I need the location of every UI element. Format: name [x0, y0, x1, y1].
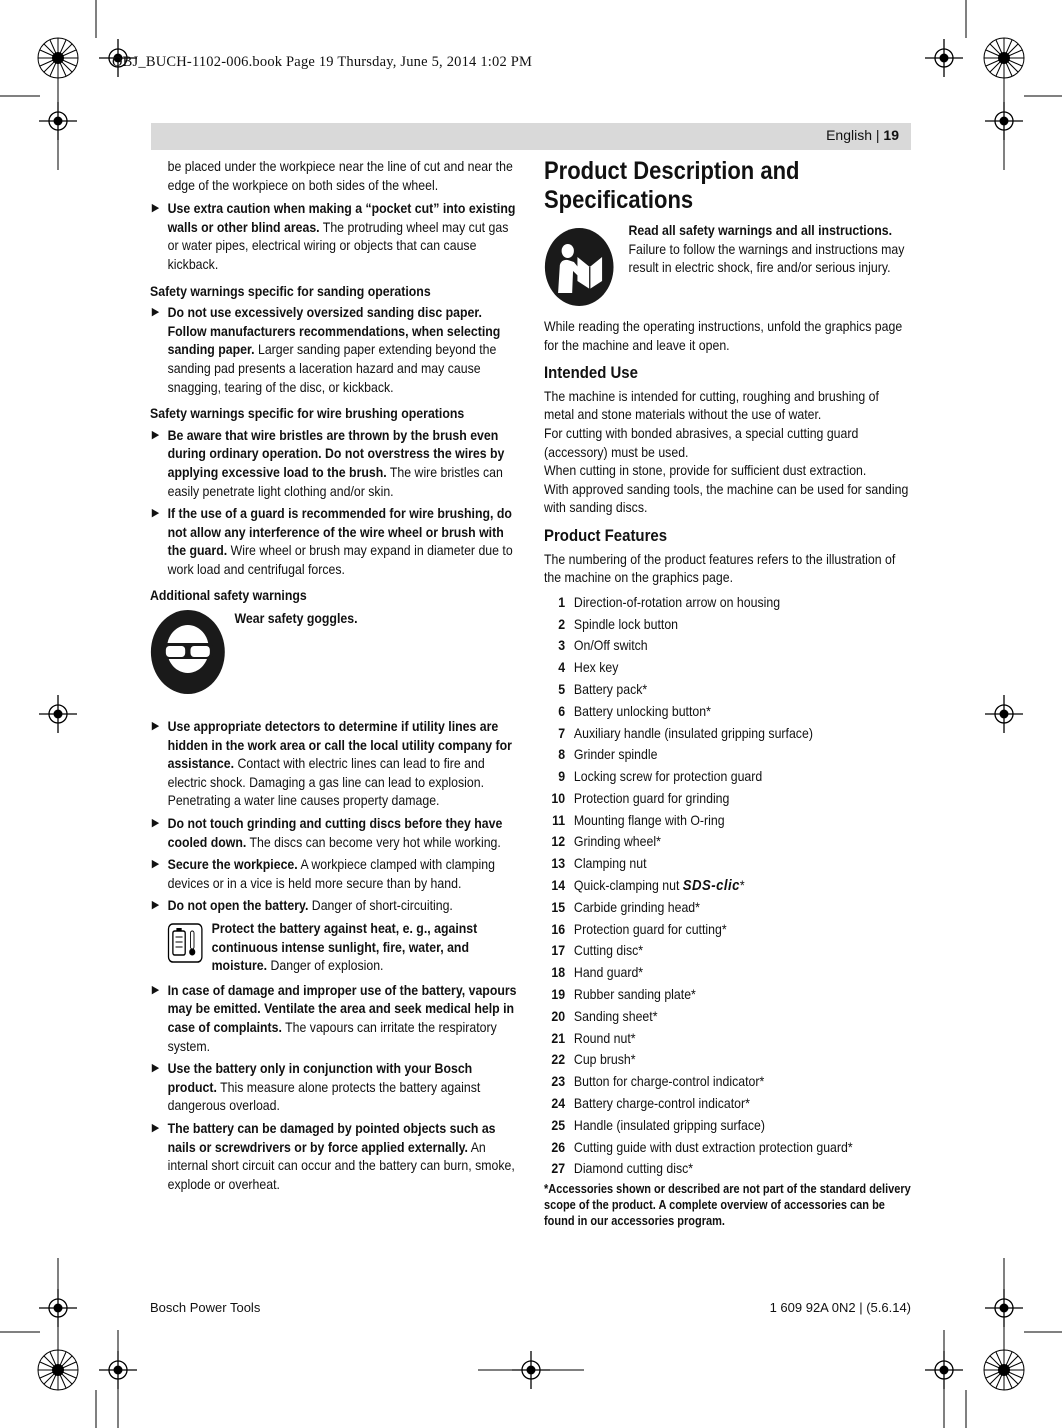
- warning-text: The protruding wheel may cut gas or water pipes, electrical wiring or objects that can cause kickback.: [167, 218, 509, 272]
- feature-label: Clamping nut: [573, 855, 647, 872]
- feature-label: Auxiliary handle (insulated gripping surface): [573, 724, 813, 741]
- feature-number: 22: [551, 1051, 566, 1068]
- features-intro: The numbering of the product features refers to the illustration of the machine on the graphics page.: [544, 550, 896, 586]
- warning-wire-2: [150, 504, 518, 578]
- read-manual-icon: [544, 227, 614, 307]
- feature-label: Quick-clamping nut: [573, 877, 680, 894]
- warning-text: Danger of explosion.: [267, 957, 384, 974]
- feature-number: 27: [551, 1160, 566, 1177]
- triangle-bullet-icon: ▶: [151, 507, 160, 520]
- list-item: [544, 1115, 911, 1137]
- triangle-bullet-icon: ▶: [151, 858, 160, 871]
- feature-label: Direction-of-rotation arrow on housing: [573, 593, 781, 610]
- intended-use-4: With approved sanding tools, the machine can be used for sanding with sanding discs.: [544, 480, 909, 516]
- battery-temperature-icon: [168, 923, 203, 963]
- warning-bold: In case of damage and improper use of the battery, vapours may be emitted. Ventilate the area and seek medical help in case of complaints.: [167, 981, 517, 1035]
- feature-label: Battery pack*: [573, 680, 648, 697]
- triangle-bullet-icon: ▶: [151, 817, 160, 830]
- warning-bold: The battery can be damaged by pointed objects such as nails or screwdrivers or by force applied externally.: [167, 1119, 496, 1155]
- sanding-heading: Safety warnings specific for sanding operations: [150, 282, 431, 299]
- page-header: [151, 123, 911, 150]
- feature-label: Cutting disc*: [573, 942, 644, 959]
- warning-bold: Use extra caution when making a “pocket cut” into existing walls or other blind areas.: [167, 200, 516, 235]
- triangle-bullet-icon: ▶: [151, 202, 160, 215]
- feature-suffix: *: [739, 877, 745, 894]
- warning-text: This measure alone protects the battery against dangerous overload.: [167, 1078, 481, 1114]
- warning-text: Wire wheel or brush may expand in diameter due to work load and centrifugal forces.: [167, 542, 513, 577]
- feature-number: 15: [551, 898, 566, 915]
- feature-label: Carbide grinding head*: [573, 898, 700, 915]
- warning-pocket-cut: [150, 199, 518, 273]
- feature-number: 3: [558, 637, 566, 654]
- feature-label: On/Off switch: [573, 637, 648, 654]
- list-item: [544, 919, 911, 941]
- page-number: 19: [883, 127, 899, 143]
- feature-number: 25: [551, 1116, 566, 1133]
- list-item: [544, 897, 911, 919]
- read-manual-text: [620, 221, 911, 277]
- triangle-bullet-icon: ▶: [151, 899, 160, 912]
- read-manual-row: [544, 221, 911, 307]
- warning-bold: Secure the workpiece.: [167, 856, 298, 873]
- warning-text: The wire bristles can easily penetrate light clothing and/or skin.: [167, 463, 503, 499]
- list-item: [544, 1137, 911, 1159]
- list-item: [544, 766, 911, 788]
- goggles-label: Wear safety goggles.: [234, 610, 358, 627]
- feature-label: Protection guard for grinding: [573, 789, 730, 806]
- warning-text: The vapours can irritate the respiratory system.: [167, 1018, 497, 1054]
- warning-sanding: [150, 303, 518, 396]
- feature-number: 19: [551, 986, 566, 1003]
- list-item: [544, 744, 911, 766]
- warning-detectors: [150, 717, 518, 810]
- feature-number: 12: [551, 833, 566, 850]
- triangle-bullet-icon: ▶: [151, 720, 160, 733]
- feature-number: 2: [558, 615, 566, 632]
- feature-label: Handle (insulated gripping surface): [573, 1116, 765, 1133]
- feature-label: Mounting flange with O-ring: [573, 811, 725, 828]
- feature-label: Cup brush*: [573, 1051, 636, 1068]
- right-column: [544, 157, 911, 1230]
- warning-wire-1: [150, 426, 518, 500]
- warning-bold: Do not touch grinding and cutting discs before they have cooled down.: [167, 815, 503, 850]
- warning-battery-bosch: [150, 1059, 518, 1115]
- warning-text: Danger of short-circuiting.: [308, 897, 453, 914]
- list-item: [544, 875, 911, 897]
- list-item: [544, 657, 911, 679]
- list-item: [544, 1158, 911, 1180]
- sds-clic-logo: SDS-clic: [682, 877, 740, 895]
- list-item: [544, 1006, 911, 1028]
- header-language: English: [826, 127, 872, 143]
- list-item: [544, 831, 911, 853]
- warning-bold: Do not open the battery.: [167, 897, 309, 914]
- feature-label: Grinder spindle: [573, 746, 658, 763]
- feature-number: 9: [558, 768, 566, 785]
- feature-label: Locking screw for protection guard: [573, 768, 763, 785]
- list-item: [544, 853, 911, 875]
- feature-number: 21: [551, 1029, 566, 1046]
- header-text: [826, 127, 899, 143]
- safety-goggles-icon: [150, 609, 226, 695]
- list-item: [544, 701, 911, 723]
- warning-text: Larger sanding paper extending beyond the sanding pad presents a laceration hazard and may cause snagging, tearing of the disc, or kickback.: [167, 341, 497, 395]
- feature-number: 26: [551, 1138, 566, 1155]
- intended-use-heading: Intended Use: [544, 363, 638, 383]
- feature-number: 18: [551, 964, 566, 981]
- warning-bold: Do not use excessively oversized sanding disc paper. Follow manufacturers recommendations, when selecting sanding paper.: [167, 304, 501, 358]
- additional-heading: Additional safety warnings: [150, 587, 307, 604]
- warning-battery-vapours: [150, 981, 518, 1055]
- feature-label: Rubber sanding plate*: [573, 986, 696, 1003]
- list-item: [544, 723, 911, 745]
- feature-label: Button for charge-control indicator*: [573, 1073, 765, 1090]
- battery-heat-text: [203, 919, 518, 975]
- unfold-text: While reading the operating instructions, unfold the graphics page for the machine and leave it open.: [544, 318, 903, 353]
- feature-label: Protection guard for cutting*: [573, 920, 727, 937]
- list-item: [544, 1071, 911, 1093]
- triangle-bullet-icon: ▶: [151, 1062, 160, 1075]
- warning-bold: Use appropriate detectors to determine if utility lines are hidden in the work area or call the local utility company for assistance.: [167, 718, 512, 772]
- accessories-note: *Accessories shown or described are not part of the standard delivery scope of the product. A complete overview of accessories can be found in our accessories program.: [544, 1182, 911, 1228]
- warning-bold: Be aware that wire bristles are thrown by the brush even during ordinary operation. Do not overstress the wires by applying excessive load to the brush.: [167, 426, 505, 480]
- warning-text: A workpiece clamped with clamping devices or in a vice is held more secure than by hand.: [167, 856, 495, 891]
- intended-use-2: For cutting with bonded abrasives, a special cutting guard (accessory) must be used.: [544, 424, 859, 460]
- file-info: OBJ_BUCH-1102-006.book Page 19 Thursday, June 5, 2014 1:02 PM: [112, 54, 533, 70]
- triangle-bullet-icon: ▶: [151, 1121, 160, 1134]
- warning-text: An internal short circuit can occur and the battery can burn, smoke, explode or overheat.: [167, 1138, 515, 1192]
- feature-label: Sanding sheet*: [573, 1007, 658, 1024]
- list-item: [544, 788, 911, 810]
- footer-right: 1 609 92A 0N2 | (5.6.14): [769, 1300, 911, 1315]
- feature-label: Diamond cutting disc*: [573, 1160, 694, 1177]
- feature-number: 24: [551, 1095, 566, 1112]
- feature-number: 13: [551, 855, 566, 872]
- feature-label: Hex key: [573, 659, 619, 676]
- list-item: [544, 679, 911, 701]
- feature-label: Hand guard*: [573, 964, 644, 981]
- feature-label: Grinding wheel*: [573, 833, 661, 850]
- list-item: [544, 1028, 911, 1050]
- warning-secure-workpiece: [150, 855, 518, 892]
- warning-bold: Read all safety warnings and all instructions.: [628, 222, 893, 238]
- wire-heading: Safety warnings specific for wire brushing operations: [150, 405, 465, 422]
- feature-label: Cutting guide with dust extraction protection guard*: [573, 1138, 853, 1155]
- list-item: [544, 635, 911, 657]
- left-column: [150, 157, 518, 1197]
- feature-label: Spindle lock button: [573, 615, 679, 632]
- feature-number: 20: [551, 1007, 566, 1024]
- triangle-bullet-icon: ▶: [151, 983, 160, 996]
- warning-bold: Use the battery only in conjunction with your Bosch product.: [167, 1060, 473, 1095]
- feature-label: Battery charge-control indicator*: [573, 1095, 750, 1112]
- feature-number: 11: [552, 811, 566, 828]
- feature-number: 16: [551, 920, 566, 937]
- intended-use-1: The machine is intended for cutting, roughing and brushing of metal and stone materials without the use of water.: [544, 387, 879, 423]
- list-item: [544, 614, 911, 636]
- warning-discs-hot: [150, 814, 518, 851]
- list-item: [544, 592, 911, 614]
- feature-number: 1: [558, 593, 566, 610]
- feature-number: 14: [551, 877, 566, 894]
- feature-number: 10: [551, 789, 566, 806]
- warning-bold: Protect the battery against heat, e. g., against continuous intense sunlight, fire, water, and moisture.: [211, 920, 478, 974]
- intended-use-3: When cutting in stone, provide for sufficient dust extraction.: [544, 462, 867, 479]
- list-item: [544, 1049, 911, 1071]
- features-list: [544, 592, 911, 1181]
- feature-label: Round nut*: [573, 1029, 636, 1046]
- intro-continuation: be placed under the workpiece near the line of cut and near the edge of the workpiece on both sides of the wheel.: [167, 158, 513, 193]
- feature-number: 6: [558, 702, 566, 719]
- feature-number: 7: [558, 724, 566, 741]
- warning-open-battery: [150, 896, 518, 915]
- warning-bold: If the use of a guard is recommended for wire brushing, do not allow any interference of the wire wheel or brush with the guard.: [167, 505, 512, 559]
- battery-heat-row: [150, 919, 518, 975]
- list-item: [544, 984, 911, 1006]
- feature-label: Battery unlocking button*: [573, 702, 711, 719]
- list-item: [544, 810, 911, 832]
- warning-text: Failure to follow the warnings and instructions may result in electric shock, fire and/or serious injury.: [628, 240, 905, 276]
- list-item: [544, 1093, 911, 1115]
- warning-text: The discs can become very hot while working.: [246, 833, 501, 850]
- list-item: [544, 962, 911, 984]
- feature-number: 5: [558, 680, 566, 697]
- goggles-row: [150, 609, 518, 695]
- warning-battery-pointed: [150, 1119, 518, 1193]
- section-title: Product Description and Specifications: [544, 157, 800, 214]
- list-item: [544, 940, 911, 962]
- feature-number: 8: [558, 746, 566, 763]
- features-heading: Product Features: [544, 525, 668, 545]
- footer-left: Bosch Power Tools: [150, 1300, 261, 1315]
- feature-number: 4: [558, 659, 566, 676]
- feature-number: 23: [551, 1073, 566, 1090]
- triangle-bullet-icon: ▶: [151, 428, 160, 441]
- feature-number: 17: [551, 942, 566, 959]
- triangle-bullet-icon: ▶: [151, 306, 160, 319]
- warning-text: Contact with electric lines can lead to fire and electric shock. Damaging a gas line can lead to explosion. Penetrating a water line causes property damage.: [167, 755, 485, 809]
- header-separator: |: [872, 127, 884, 143]
